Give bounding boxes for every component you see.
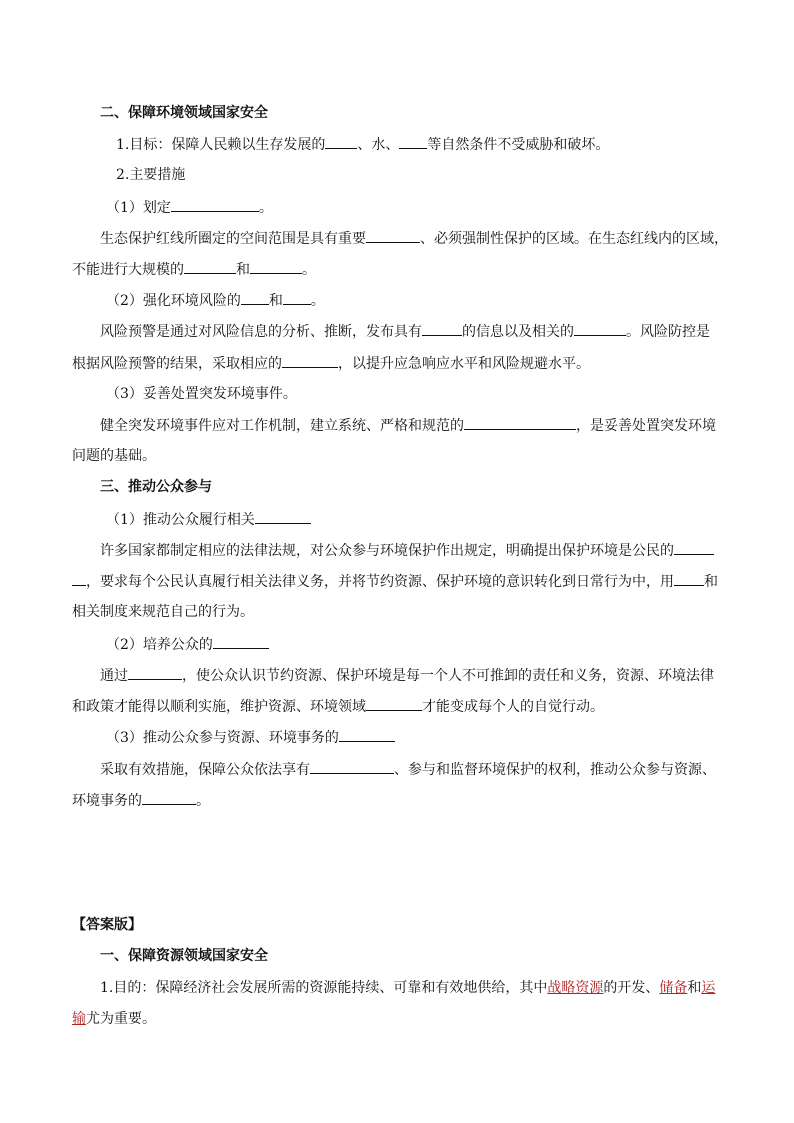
participation-2	[0, 635, 794, 654]
text: 通过	[100, 668, 128, 684]
text: 生态保护红线所圈定的空间范围是具有重要	[100, 231, 366, 247]
text: 、必须强制性保护的区域。在生态红线内的区域，	[420, 231, 728, 247]
participation-1-desc-3	[0, 603, 794, 621]
text: ，以提升应急响应水平和风险规避水平。	[338, 356, 590, 372]
answer-line-1	[0, 979, 794, 997]
text: 采取有效措施，保障公众依法享有	[100, 762, 310, 778]
blank	[574, 322, 626, 336]
blank	[250, 260, 302, 274]
text: 。风险防控是	[626, 324, 710, 340]
blank	[674, 541, 714, 555]
measure-3	[0, 385, 794, 403]
text: 的信息以及相关的	[462, 324, 574, 340]
blank	[171, 198, 259, 212]
blank	[213, 635, 269, 649]
text: 。	[302, 262, 316, 278]
answer-transport-a: 运	[701, 980, 716, 996]
text: 才能变成每个人的自觉行动。	[422, 699, 604, 715]
text: 健全突发环境事件应对工作机制，建立系统、严格和规范的	[100, 418, 464, 434]
answer-transport-b: 输	[72, 1011, 86, 1027]
text: 风险预警是通过对风险信息的分析、推断，发布具有	[100, 324, 422, 340]
text: 1.目的：保障经济社会发展所需的资源能持续、可靠和有效地供给，其中	[100, 980, 548, 996]
goal-mid: 、水、	[357, 137, 400, 153]
blank	[674, 572, 704, 586]
text: ，使公众认识节约资源、保护环境是每一个人不可推卸的责任和义务，资源、环境法律	[182, 668, 714, 684]
answer-reserve: 储备	[659, 980, 688, 996]
text: 尤为重要。	[86, 1011, 156, 1027]
goal-suffix: 等自然条件不受威胁和破坏。	[427, 137, 610, 153]
text: 问题的基础。	[72, 448, 156, 464]
blank	[325, 135, 357, 149]
blank	[282, 354, 338, 368]
participation-3-desc-2	[0, 791, 794, 810]
participation-2-desc-1	[0, 666, 794, 685]
text: 和政策才能得以顺利实施，维护资源、环境领域	[72, 699, 366, 715]
blank	[184, 260, 236, 274]
answer-title: 一、保障资源领域国家安全	[100, 948, 268, 964]
measure-3-desc-1	[0, 416, 794, 435]
measure-1-desc-2	[0, 260, 794, 279]
blank	[142, 791, 196, 805]
answer-label	[0, 916, 794, 934]
goal-prefix: 1.目标：保障人民赖以生存发展的	[116, 137, 326, 153]
answer-label-text: 【答案版】	[72, 917, 142, 933]
measures-title-text: 2.主要措施	[116, 167, 186, 183]
text: 和	[268, 293, 283, 309]
text: 和	[687, 980, 702, 996]
blank	[72, 572, 86, 586]
blank	[366, 229, 420, 243]
measures-title	[0, 166, 794, 184]
participation-2-desc-2	[0, 697, 794, 716]
participation-1-desc-1	[0, 541, 794, 560]
participation-3	[0, 728, 794, 747]
text: ，是妥善处置突发环境	[576, 418, 716, 434]
measure-2-label: （2）强化环境风险的	[106, 293, 241, 309]
text: 不能进行大规模的	[72, 262, 184, 278]
text: （2）培养公众的	[106, 637, 213, 653]
measure-3-desc-2	[0, 447, 794, 465]
text: （3）推动公众参与资源、环境事务的	[106, 730, 339, 746]
section-two-heading	[0, 104, 794, 122]
blank	[283, 291, 311, 305]
text: ，要求每个公民认真履行相关法律义务，并将节约资源、保护环境的意识转化到日常行为中，用	[86, 574, 674, 590]
text: 相关制度来规范自己的行为。	[72, 604, 254, 620]
measure-1-after: 。	[258, 200, 273, 216]
measure-2-desc-2	[0, 354, 794, 373]
participation-1-desc-2	[0, 572, 794, 591]
text: 。	[310, 293, 325, 309]
blank	[255, 510, 311, 524]
answer-line-2	[0, 1010, 794, 1028]
blank	[366, 697, 422, 711]
blank	[464, 416, 576, 430]
section-two-title: 二、保障环境领域国家安全	[100, 105, 268, 121]
text: 根据风险预警的结果，采取相应的	[72, 356, 282, 372]
measure-1-label: （1）划定	[106, 200, 171, 216]
section-three-heading	[0, 478, 794, 496]
blank	[241, 291, 269, 305]
measure-2-desc-1	[0, 322, 794, 341]
blank	[399, 135, 427, 149]
answer-heading	[0, 947, 794, 965]
measure-2	[0, 291, 794, 310]
blank	[310, 760, 394, 774]
measure-1-desc-1	[0, 229, 794, 248]
text: 和	[236, 262, 250, 278]
section-three-title: 三、推动公众参与	[100, 479, 212, 495]
text: 、参与和监督环境保护的权利，推动公众参与资源、	[394, 762, 716, 778]
text: 的开发、	[603, 980, 660, 996]
blank	[128, 666, 182, 680]
measure-3-label: （3）妥善处置突发环境事件。	[106, 386, 297, 402]
blank	[339, 728, 395, 742]
participation-1	[0, 510, 794, 529]
answer-strategic-resources: 战略资源	[547, 980, 604, 996]
participation-3-desc-1	[0, 760, 794, 779]
text: 。	[196, 793, 210, 809]
text: （1）推动公众履行相关	[106, 512, 255, 528]
goal-line	[0, 135, 794, 154]
text: 和	[704, 574, 718, 590]
text: 许多国家都制定相应的法律法规，对公众参与环境保护作出规定，明确提出保护环境是公民的	[100, 543, 674, 559]
blank	[422, 322, 462, 336]
text: 环境事务的	[72, 793, 142, 809]
measure-1	[0, 198, 794, 217]
